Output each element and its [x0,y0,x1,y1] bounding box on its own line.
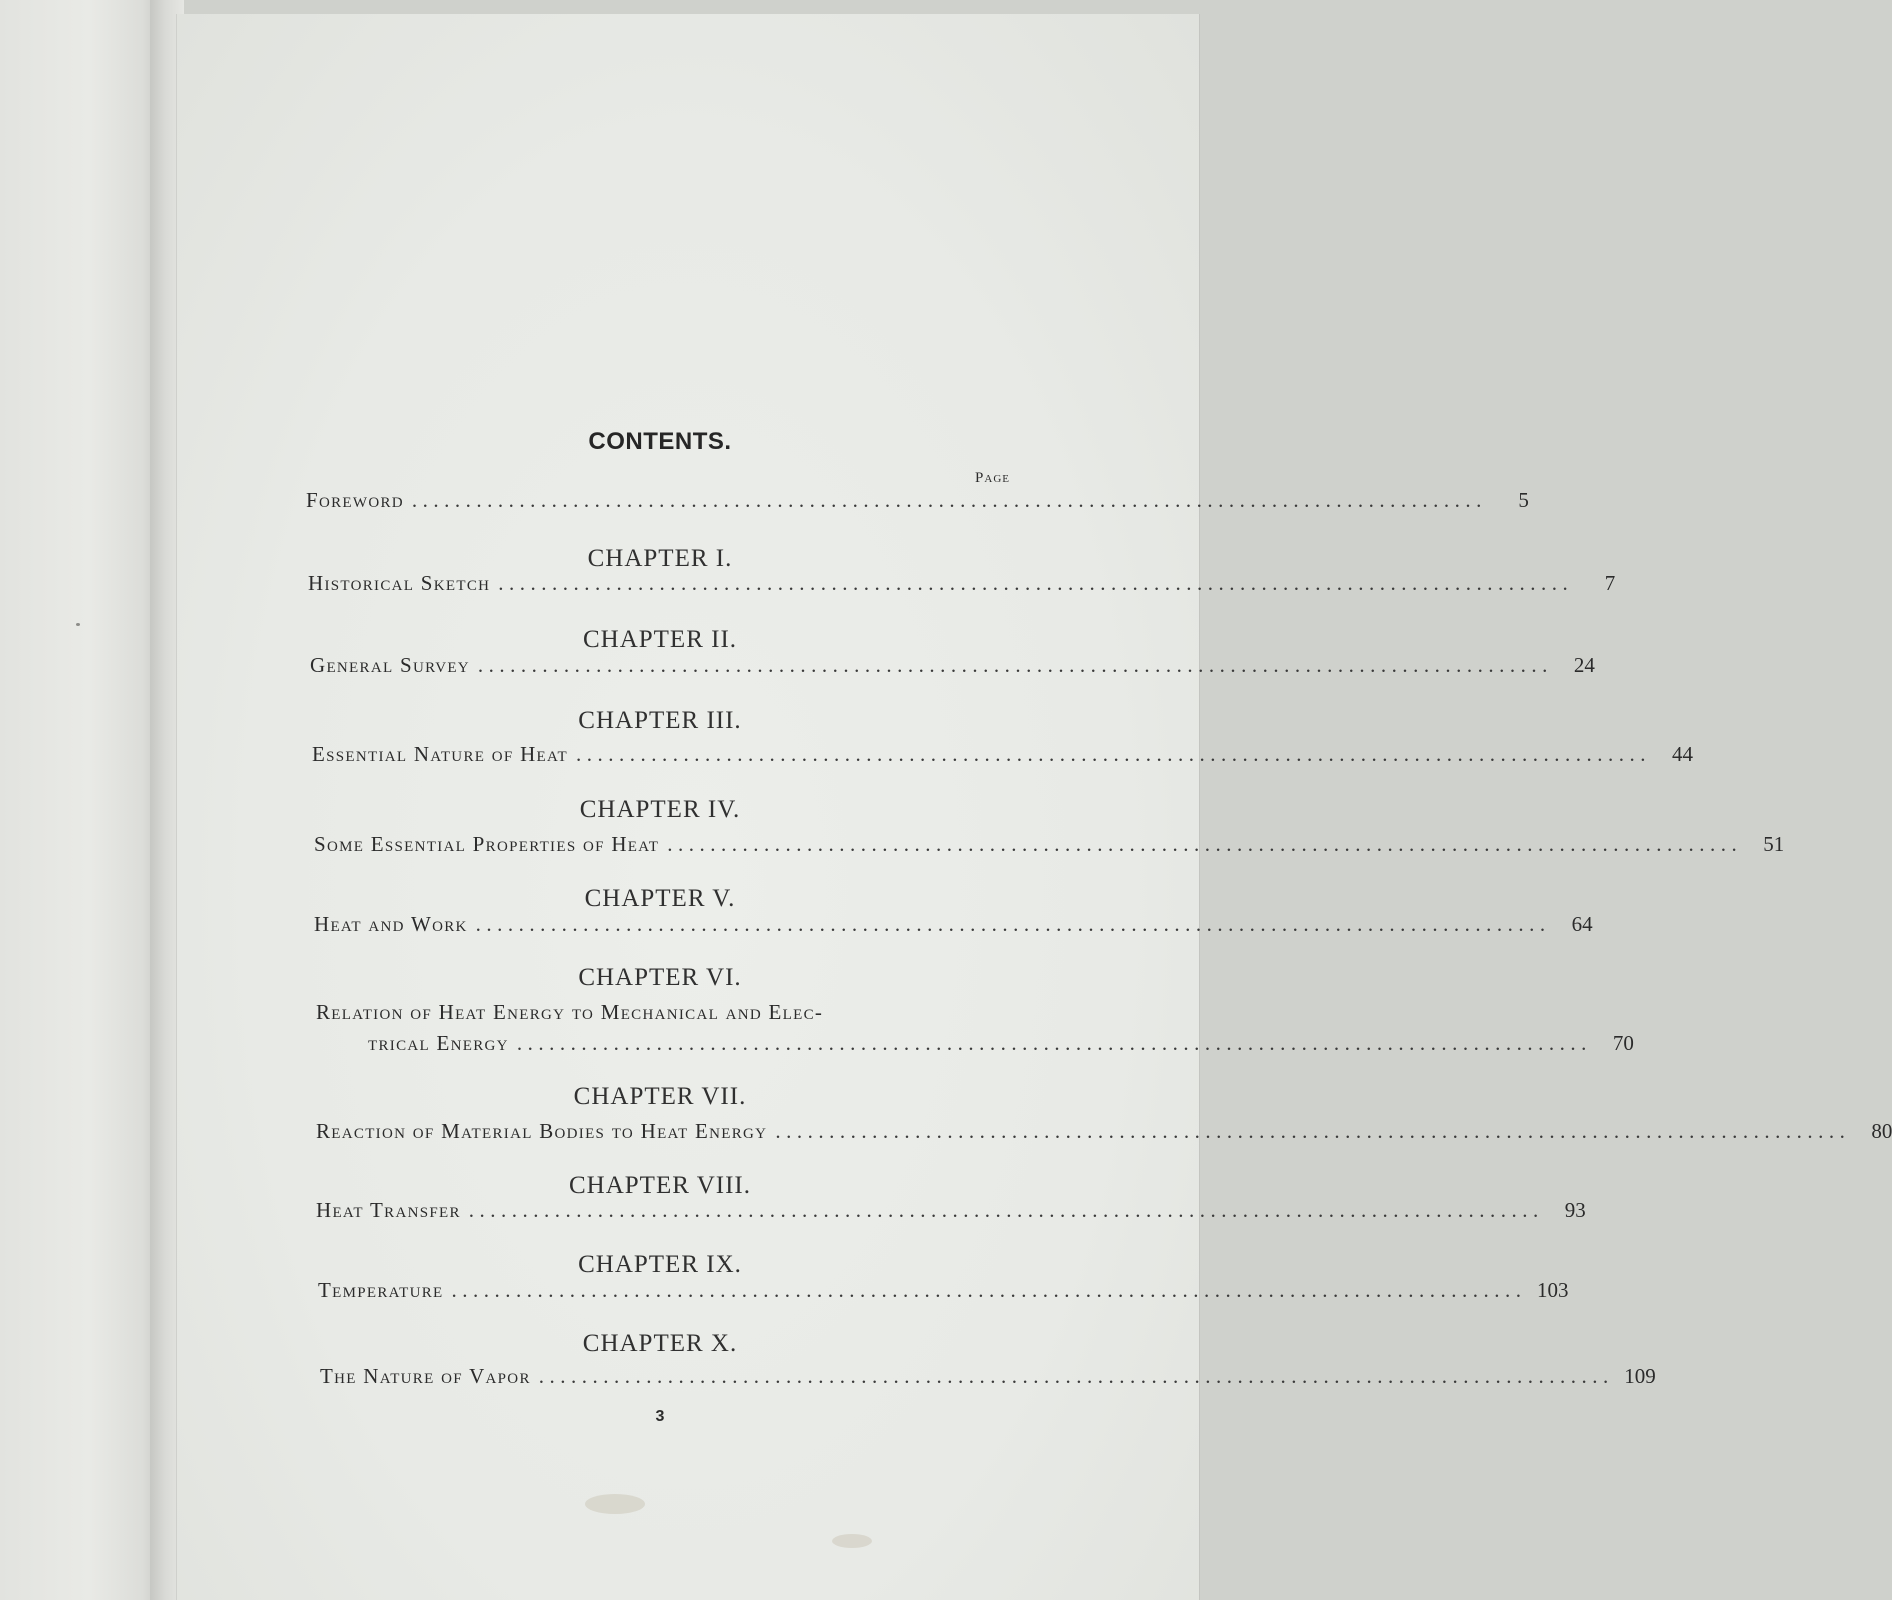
toc-entry-foreword [306,488,1529,513]
toc-page-number: 70 [1612,1031,1634,1055]
toc-entry [314,912,1593,937]
left-page-edge [0,0,162,1600]
toc-entry [316,1119,1892,1144]
toc-entry-title: General Survey [310,653,470,677]
dot-leader: .................................................................................................... [575,742,1651,766]
toc-entry [316,1198,1586,1223]
toc-entry [310,653,1595,678]
dot-leader: .................................................................................................... [516,1031,1592,1055]
dot-leader: .................................................................................................... [451,1278,1527,1302]
toc-entry-title: Essential Nature of Heat [312,742,568,766]
dot-leader: .................................................................................................... [498,571,1574,595]
paper-stain [585,1494,645,1514]
toc-entry-title: Historical Sketch [308,571,491,595]
toc-page-number: 44 [1671,742,1693,766]
chapter-heading: CHAPTER IX. [578,1251,742,1278]
contents-title: CONTENTS. [588,428,732,455]
toc-entry [368,1031,1634,1056]
dot-leader: .................................................................................................... [468,1198,1544,1222]
chapter-heading: CHAPTER III. [578,707,742,734]
page-column-label: Page [975,470,1010,486]
toc-entry-title: Some Essential Properties of Heat [314,832,660,856]
chapter-heading: CHAPTER VI. [578,964,742,991]
toc-entry [308,571,1616,596]
toc-entry-title: Reaction of Material Bodies to Heat Energy [316,1119,768,1143]
toc-entry [320,1364,1656,1389]
dot-leader: .................................................................................................... [538,1364,1614,1388]
toc-entry-title: Foreword [306,488,404,512]
toc-page-number: 5 [1518,488,1529,512]
dot-leader: .................................................................................................... [775,1119,1851,1143]
chapter-heading: CHAPTER II. [582,626,738,653]
toc-entry-title: Temperature [318,1278,444,1302]
chapter-heading: CHAPTER V. [584,885,736,912]
toc-page-number: 93 [1564,1198,1586,1222]
toc-page-number: 51 [1763,832,1785,856]
toc-entry-title: Heat Transfer [316,1198,461,1222]
chapter-heading: CHAPTER I. [587,545,733,572]
chapter-heading: CHAPTER IV. [579,796,741,823]
toc-page-number: 109 [1624,1364,1656,1388]
toc-page-number: 64 [1571,912,1593,936]
paper-stain [832,1534,872,1548]
toc-entry-title-line2: trical Energy [368,1031,509,1055]
toc-page-number: 7 [1604,571,1616,595]
toc-page-number: 24 [1573,653,1595,677]
dot-leader: .................................................................................................... [667,832,1743,856]
paper-speck [76,623,80,626]
toc-entry [312,742,1693,767]
toc-page-number: 103 [1536,1278,1569,1302]
toc-entry-title: The Nature of Vapor [320,1364,531,1388]
toc-entry-title-line1: Relation of Heat Energy to Mechanical and Elec- [316,1000,824,1024]
toc-entry-title: Heat and Work [314,912,468,936]
toc-entry [318,1278,1569,1303]
chapter-heading: CHAPTER VII. [573,1083,747,1110]
dot-leader: .................................................................................................... [411,488,1487,512]
dot-leader: .................................................................................................... [477,653,1553,677]
page-folio-number: 3 [655,1408,665,1425]
chapter-heading: CHAPTER VIII. [569,1172,751,1199]
toc-page-number: 80 [1871,1119,1892,1143]
chapter-heading: CHAPTER X. [582,1330,738,1357]
toc-entry [314,832,1785,857]
dot-leader: .................................................................................................... [475,912,1551,936]
